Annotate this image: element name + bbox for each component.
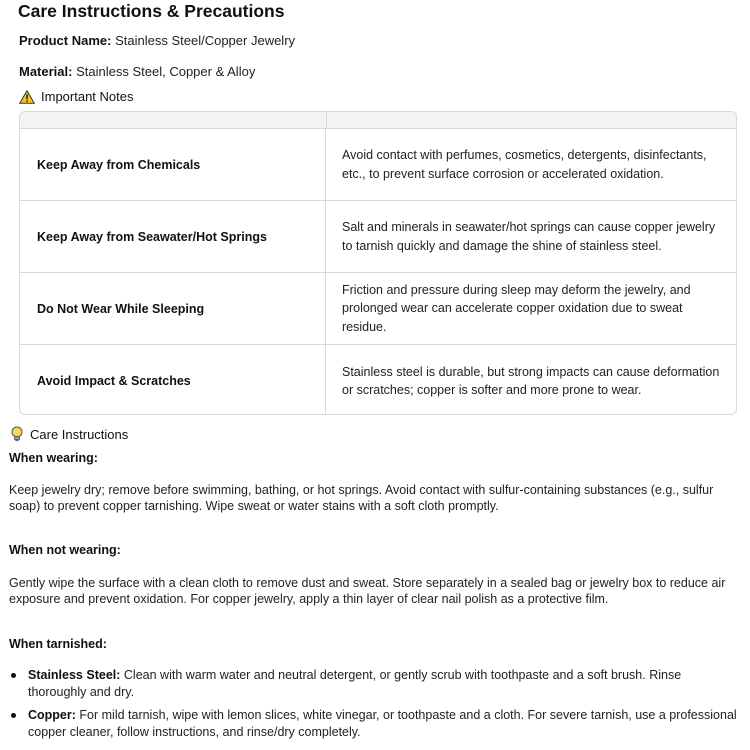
tarnished-list [9,667,739,747]
material-label: Material [19,64,69,79]
important-notes-label: Important Notes [41,89,134,104]
list-item-text: Clean with warm water and neutral detergent, or gently scrub with toothpaste and a soft brush. Rinse thoroughly and dry. [28,668,682,699]
list-item: Copper: For mild tarnish, wipe with lemon slices, white vinegar, or toothpaste and a cloth. For severe tarnish, use a professional copper cleaner, follow instructions, and rinse/dry completely. [9,707,739,741]
warning-icon [19,90,35,104]
material-value: Stainless Steel, Copper & Alloy [76,64,256,79]
list-item-label: Stainless Steel [28,668,117,682]
list-item: Stainless Steel: Clean with warm water and neutral detergent, or gently scrub with toothpaste and a soft brush. Rinse thoroughly and dry. [9,667,739,701]
material-line: Material: Stainless Steel, Copper & Alloy [19,64,256,79]
product-name-line: Product Name: Stainless Steel/Copper Jewelry [19,33,296,48]
lightbulb-icon [10,426,24,442]
care-instructions-heading [10,426,128,442]
important-notes-table [19,111,737,415]
care-instructions-label: Care Instructions [30,426,129,442]
table-row [20,273,736,345]
note-text: Salt and minerals in seawater/hot springs can cause copper jewelry to tarnish quickly and damage the shine of stainless steel. [342,220,716,253]
when-not-wearing-text: Gently wipe the surface with a clean cloth to remove dust and sweat. Store separately in a sealed bag or jewelry box to reduce air exposure and prevent oxidation. For copper jewelry, apply a thin layer of clear nail polish as a protective film. [9,576,726,606]
note-label: Do Not Wear While Sleeping [20,273,326,344]
when-wearing-heading: When wearing: [9,451,98,465]
note-text: Friction and pressure during sleep may deform the jewelry, and prolonged wear can accelerate copper oxidation due to sweat residue. [342,282,691,334]
table-row [20,345,736,415]
when-tarnished-heading: When tarnished: [9,637,107,651]
table-row [20,129,736,201]
list-item-text: For mild tarnish, wipe with lemon slices, white vinegar, or toothpaste and a cloth. For severe tarnish, use a professional copper cleaner, follow instructions, and rinse/dry completely. [28,708,737,739]
note-text: Stainless steel is durable, but strong impacts can cause deformation or scratches; copper is softer and more prone to wear. [342,364,720,397]
table-row [20,201,736,273]
note-label: Keep Away from Chemicals [20,129,326,200]
when-not-wearing-heading: When not wearing: [9,543,121,557]
product-name-value: Stainless Steel/Copper Jewelry [115,33,296,48]
note-text: Avoid contact with perfumes, cosmetics, detergents, disinfectants, etc., to prevent surface corrosion or accelerated oxidation. [342,148,707,181]
note-label: Keep Away from Seawater/Hot Springs [20,201,326,272]
page-title: Care Instructions & Precautions [18,1,285,21]
note-label: Avoid Impact & Scratches [20,345,326,415]
product-name-label: Product Name [19,33,108,48]
list-item-label: Copper [28,708,72,722]
table-header-row [20,112,736,129]
important-notes-heading [19,89,134,104]
when-wearing-text: Keep jewelry dry; remove before swimming, bathing, or hot springs. Avoid contact with sulfur-containing substances (e.g., sulfur soap) to prevent copper tarnishing. Wipe sweat or water stains with a soft cloth promptly. [9,483,714,513]
